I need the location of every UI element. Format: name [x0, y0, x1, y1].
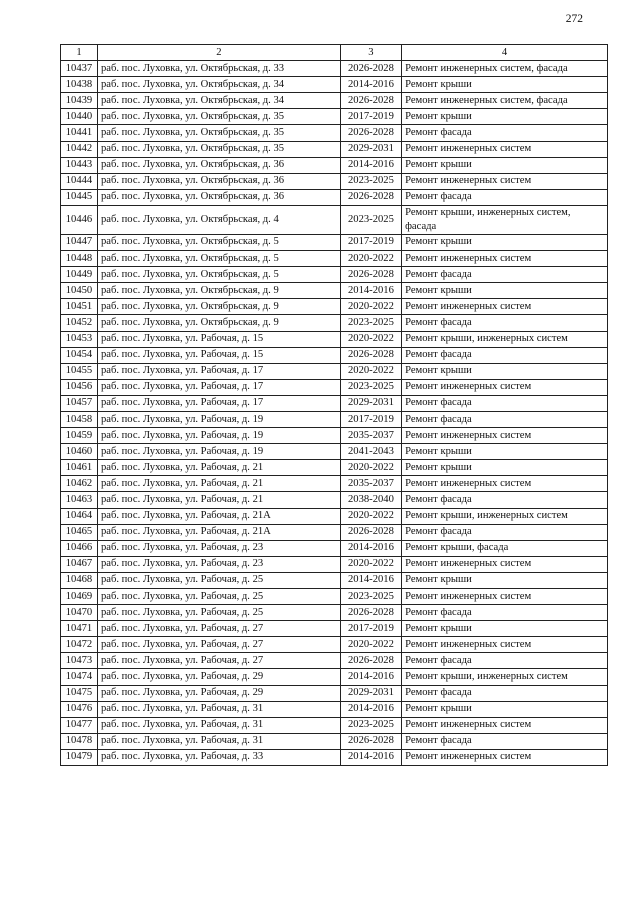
period-cell: 2023-2025 [340, 173, 401, 189]
work-type-cell: Ремонт крыши [402, 283, 608, 299]
row-number-cell: 10452 [61, 315, 98, 331]
period-cell: 2020-2022 [340, 363, 401, 379]
row-number-cell: 10468 [61, 572, 98, 588]
table-row [61, 621, 608, 637]
row-number-cell: 10463 [61, 492, 98, 508]
address-cell: раб. пос. Луховка, ул. Октябрьская, д. 9 [97, 315, 340, 331]
table-header [61, 45, 608, 61]
table-row [61, 61, 608, 77]
table-row [61, 411, 608, 427]
row-number-cell: 10464 [61, 508, 98, 524]
work-type-cell: Ремонт инженерных систем [402, 556, 608, 572]
period-cell: 2017-2019 [340, 621, 401, 637]
period-cell: 2014-2016 [340, 701, 401, 717]
address-cell: раб. пос. Луховка, ул. Рабочая, д. 25 [97, 572, 340, 588]
row-number-cell: 10441 [61, 125, 98, 141]
address-cell: раб. пос. Луховка, ул. Рабочая, д. 25 [97, 589, 340, 605]
work-type-cell: Ремонт крыши [402, 363, 608, 379]
work-type-cell: Ремонт инженерных систем [402, 141, 608, 157]
table-row [61, 653, 608, 669]
work-type-cell: Ремонт крыши [402, 621, 608, 637]
table-row [61, 251, 608, 267]
column-header-2: 2 [97, 45, 340, 61]
work-type-cell: Ремонт фасада [402, 395, 608, 411]
address-cell: раб. пос. Луховка, ул. Октябрьская, д. 34 [97, 93, 340, 109]
address-cell: раб. пос. Луховка, ул. Рабочая, д. 19 [97, 411, 340, 427]
period-cell: 2041-2043 [340, 444, 401, 460]
address-cell: раб. пос. Луховка, ул. Рабочая, д. 27 [97, 653, 340, 669]
row-number-cell: 10447 [61, 234, 98, 250]
row-number-cell: 10439 [61, 93, 98, 109]
row-number-cell: 10466 [61, 540, 98, 556]
row-number-cell: 10465 [61, 524, 98, 540]
table-row [61, 492, 608, 508]
work-type-cell: Ремонт фасада [402, 492, 608, 508]
address-cell: раб. пос. Луховка, ул. Рабочая, д. 23 [97, 556, 340, 572]
period-cell: 2026-2028 [340, 347, 401, 363]
table-row [61, 524, 608, 540]
row-number-cell: 10450 [61, 283, 98, 299]
address-cell: раб. пос. Луховка, ул. Октябрьская, д. 4 [97, 205, 340, 234]
column-header-4: 4 [402, 45, 608, 61]
address-cell: раб. пос. Луховка, ул. Октябрьская, д. 34 [97, 77, 340, 93]
row-number-cell: 10467 [61, 556, 98, 572]
work-type-cell: Ремонт фасада [402, 315, 608, 331]
period-cell: 2014-2016 [340, 669, 401, 685]
address-cell: раб. пос. Луховка, ул. Рабочая, д. 21 [97, 460, 340, 476]
period-cell: 2023-2025 [340, 717, 401, 733]
row-number-cell: 10475 [61, 685, 98, 701]
address-cell: раб. пос. Луховка, ул. Октябрьская, д. 5 [97, 267, 340, 283]
address-cell: раб. пос. Луховка, ул. Рабочая, д. 31 [97, 701, 340, 717]
work-type-cell: Ремонт фасада [402, 524, 608, 540]
address-cell: раб. пос. Луховка, ул. Рабочая, д. 17 [97, 379, 340, 395]
table-row [61, 572, 608, 588]
work-type-cell: Ремонт фасада [402, 347, 608, 363]
work-type-cell: Ремонт крыши [402, 109, 608, 125]
work-type-cell: Ремонт крыши [402, 460, 608, 476]
row-number-cell: 10442 [61, 141, 98, 157]
row-number-cell: 10479 [61, 749, 98, 765]
table-row [61, 444, 608, 460]
address-cell: раб. пос. Луховка, ул. Октябрьская, д. 36 [97, 157, 340, 173]
period-cell: 2026-2028 [340, 524, 401, 540]
address-cell: раб. пос. Луховка, ул. Рабочая, д. 21А [97, 508, 340, 524]
row-number-cell: 10437 [61, 61, 98, 77]
work-type-cell: Ремонт инженерных систем [402, 428, 608, 444]
address-cell: раб. пос. Луховка, ул. Октябрьская, д. 35 [97, 125, 340, 141]
table-row [61, 109, 608, 125]
address-cell: раб. пос. Луховка, ул. Рабочая, д. 29 [97, 685, 340, 701]
column-header-3: 3 [340, 45, 401, 61]
work-type-cell: Ремонт крыши, инженерных систем [402, 508, 608, 524]
row-number-cell: 10461 [61, 460, 98, 476]
period-cell: 2023-2025 [340, 315, 401, 331]
table-row [61, 205, 608, 234]
table-row [61, 605, 608, 621]
work-type-cell: Ремонт фасада [402, 125, 608, 141]
address-cell: раб. пос. Луховка, ул. Октябрьская, д. 5 [97, 234, 340, 250]
table-row [61, 234, 608, 250]
table-row [61, 283, 608, 299]
row-number-cell: 10444 [61, 173, 98, 189]
row-number-cell: 10438 [61, 77, 98, 93]
table-row [61, 267, 608, 283]
period-cell: 2023-2025 [340, 205, 401, 234]
work-type-cell: Ремонт крыши [402, 77, 608, 93]
work-type-cell: Ремонт фасада [402, 267, 608, 283]
work-type-cell: Ремонт фасада [402, 411, 608, 427]
address-cell: раб. пос. Луховка, ул. Рабочая, д. 27 [97, 621, 340, 637]
period-cell: 2020-2022 [340, 299, 401, 315]
address-cell: раб. пос. Луховка, ул. Рабочая, д. 19 [97, 428, 340, 444]
work-type-cell: Ремонт крыши, инженерных систем, фасада [402, 205, 608, 234]
address-cell: раб. пос. Луховка, ул. Октябрьская, д. 35 [97, 141, 340, 157]
row-number-cell: 10470 [61, 605, 98, 621]
period-cell: 2014-2016 [340, 540, 401, 556]
work-type-cell: Ремонт инженерных систем [402, 476, 608, 492]
work-type-cell: Ремонт инженерных систем [402, 589, 608, 605]
work-type-cell: Ремонт крыши, инженерных систем [402, 669, 608, 685]
address-cell: раб. пос. Луховка, ул. Рабочая, д. 17 [97, 395, 340, 411]
table-row [61, 93, 608, 109]
work-type-cell: Ремонт фасада [402, 605, 608, 621]
table-row [61, 669, 608, 685]
row-number-cell: 10443 [61, 157, 98, 173]
work-type-cell: Ремонт фасада [402, 189, 608, 205]
table-row [61, 460, 608, 476]
work-type-cell: Ремонт фасада [402, 685, 608, 701]
period-cell: 2023-2025 [340, 589, 401, 605]
header-row [61, 45, 608, 61]
table-row [61, 701, 608, 717]
period-cell: 2014-2016 [340, 157, 401, 173]
period-cell: 2038-2040 [340, 492, 401, 508]
row-number-cell: 10456 [61, 379, 98, 395]
table-row [61, 141, 608, 157]
row-number-cell: 10469 [61, 589, 98, 605]
registry-table [60, 44, 608, 766]
row-number-cell: 10474 [61, 669, 98, 685]
column-header-1: 1 [61, 45, 98, 61]
table-row [61, 379, 608, 395]
period-cell: 2014-2016 [340, 283, 401, 299]
table-row [61, 315, 608, 331]
address-cell: раб. пос. Луховка, ул. Рабочая, д. 21 [97, 492, 340, 508]
row-number-cell: 10472 [61, 637, 98, 653]
address-cell: раб. пос. Луховка, ул. Рабочая, д. 25 [97, 605, 340, 621]
table-row [61, 540, 608, 556]
table-row [61, 508, 608, 524]
table-body [61, 61, 608, 766]
table-row [61, 157, 608, 173]
period-cell: 2029-2031 [340, 685, 401, 701]
period-cell: 2026-2028 [340, 189, 401, 205]
row-number-cell: 10477 [61, 717, 98, 733]
period-cell: 2029-2031 [340, 395, 401, 411]
address-cell: раб. пос. Луховка, ул. Рабочая, д. 21 [97, 476, 340, 492]
work-type-cell: Ремонт инженерных систем [402, 379, 608, 395]
address-cell: раб. пос. Луховка, ул. Рабочая, д. 23 [97, 540, 340, 556]
row-number-cell: 10476 [61, 701, 98, 717]
period-cell: 2026-2028 [340, 125, 401, 141]
work-type-cell: Ремонт инженерных систем [402, 717, 608, 733]
table-row [61, 331, 608, 347]
row-number-cell: 10460 [61, 444, 98, 460]
period-cell: 2020-2022 [340, 331, 401, 347]
period-cell: 2020-2022 [340, 460, 401, 476]
address-cell: раб. пос. Луховка, ул. Октябрьская, д. 5 [97, 251, 340, 267]
period-cell: 2035-2037 [340, 428, 401, 444]
address-cell: раб. пос. Луховка, ул. Рабочая, д. 19 [97, 444, 340, 460]
period-cell: 2017-2019 [340, 109, 401, 125]
period-cell: 2020-2022 [340, 556, 401, 572]
table-row [61, 189, 608, 205]
work-type-cell: Ремонт инженерных систем [402, 749, 608, 765]
address-cell: раб. пос. Луховка, ул. Рабочая, д. 29 [97, 669, 340, 685]
row-number-cell: 10454 [61, 347, 98, 363]
address-cell: раб. пос. Луховка, ул. Октябрьская, д. 36 [97, 173, 340, 189]
table-row [61, 637, 608, 653]
work-type-cell: Ремонт фасада [402, 733, 608, 749]
period-cell: 2014-2016 [340, 749, 401, 765]
address-cell: раб. пос. Луховка, ул. Рабочая, д. 31 [97, 733, 340, 749]
row-number-cell: 10448 [61, 251, 98, 267]
row-number-cell: 10458 [61, 411, 98, 427]
work-type-cell: Ремонт крыши [402, 234, 608, 250]
work-type-cell: Ремонт инженерных систем [402, 251, 608, 267]
row-number-cell: 10446 [61, 205, 98, 234]
table-row [61, 476, 608, 492]
work-type-cell: Ремонт инженерных систем [402, 173, 608, 189]
row-number-cell: 10478 [61, 733, 98, 749]
period-cell: 2026-2028 [340, 605, 401, 621]
table-row [61, 77, 608, 93]
address-cell: раб. пос. Луховка, ул. Рабочая, д. 15 [97, 331, 340, 347]
table-row [61, 749, 608, 765]
page-number: 272 [565, 13, 583, 25]
row-number-cell: 10451 [61, 299, 98, 315]
table-row [61, 395, 608, 411]
work-type-cell: Ремонт крыши [402, 572, 608, 588]
address-cell: раб. пос. Луховка, ул. Октябрьская, д. 9 [97, 283, 340, 299]
period-cell: 2014-2016 [340, 77, 401, 93]
table-row [61, 428, 608, 444]
work-type-cell: Ремонт крыши, фасада [402, 540, 608, 556]
row-number-cell: 10440 [61, 109, 98, 125]
table-row [61, 589, 608, 605]
period-cell: 2026-2028 [340, 61, 401, 77]
work-type-cell: Ремонт инженерных систем, фасада [402, 93, 608, 109]
work-type-cell: Ремонт инженерных систем [402, 637, 608, 653]
table-row [61, 299, 608, 315]
period-cell: 2020-2022 [340, 508, 401, 524]
period-cell: 2026-2028 [340, 93, 401, 109]
work-type-cell: Ремонт фасада [402, 653, 608, 669]
table-row [61, 363, 608, 379]
period-cell: 2014-2016 [340, 572, 401, 588]
address-cell: раб. пос. Луховка, ул. Рабочая, д. 21А [97, 524, 340, 540]
table-row [61, 347, 608, 363]
period-cell: 2035-2037 [340, 476, 401, 492]
work-type-cell: Ремонт инженерных систем, фасада [402, 61, 608, 77]
row-number-cell: 10457 [61, 395, 98, 411]
table-row [61, 125, 608, 141]
work-type-cell: Ремонт крыши, инженерных систем [402, 331, 608, 347]
period-cell: 2026-2028 [340, 267, 401, 283]
table-row [61, 733, 608, 749]
period-cell: 2017-2019 [340, 411, 401, 427]
period-cell: 2026-2028 [340, 733, 401, 749]
address-cell: раб. пос. Луховка, ул. Рабочая, д. 31 [97, 717, 340, 733]
address-cell: раб. пос. Луховка, ул. Рабочая, д. 33 [97, 749, 340, 765]
row-number-cell: 10459 [61, 428, 98, 444]
period-cell: 2023-2025 [340, 379, 401, 395]
row-number-cell: 10473 [61, 653, 98, 669]
period-cell: 2017-2019 [340, 234, 401, 250]
address-cell: раб. пос. Луховка, ул. Рабочая, д. 27 [97, 637, 340, 653]
address-cell: раб. пос. Луховка, ул. Рабочая, д. 17 [97, 363, 340, 379]
address-cell: раб. пос. Луховка, ул. Октябрьская, д. 9 [97, 299, 340, 315]
address-cell: раб. пос. Луховка, ул. Октябрьская, д. 35 [97, 109, 340, 125]
period-cell: 2029-2031 [340, 141, 401, 157]
table-row [61, 685, 608, 701]
work-type-cell: Ремонт крыши [402, 444, 608, 460]
table-row [61, 717, 608, 733]
work-type-cell: Ремонт крыши [402, 701, 608, 717]
row-number-cell: 10471 [61, 621, 98, 637]
table-row [61, 556, 608, 572]
table-row [61, 173, 608, 189]
address-cell: раб. пос. Луховка, ул. Октябрьская, д. 36 [97, 189, 340, 205]
period-cell: 2020-2022 [340, 637, 401, 653]
work-type-cell: Ремонт инженерных систем [402, 299, 608, 315]
work-type-cell: Ремонт крыши [402, 157, 608, 173]
row-number-cell: 10455 [61, 363, 98, 379]
address-cell: раб. пос. Луховка, ул. Рабочая, д. 15 [97, 347, 340, 363]
period-cell: 2026-2028 [340, 653, 401, 669]
row-number-cell: 10462 [61, 476, 98, 492]
period-cell: 2020-2022 [340, 251, 401, 267]
row-number-cell: 10449 [61, 267, 98, 283]
row-number-cell: 10445 [61, 189, 98, 205]
row-number-cell: 10453 [61, 331, 98, 347]
address-cell: раб. пос. Луховка, ул. Октябрьская, д. 33 [97, 61, 340, 77]
